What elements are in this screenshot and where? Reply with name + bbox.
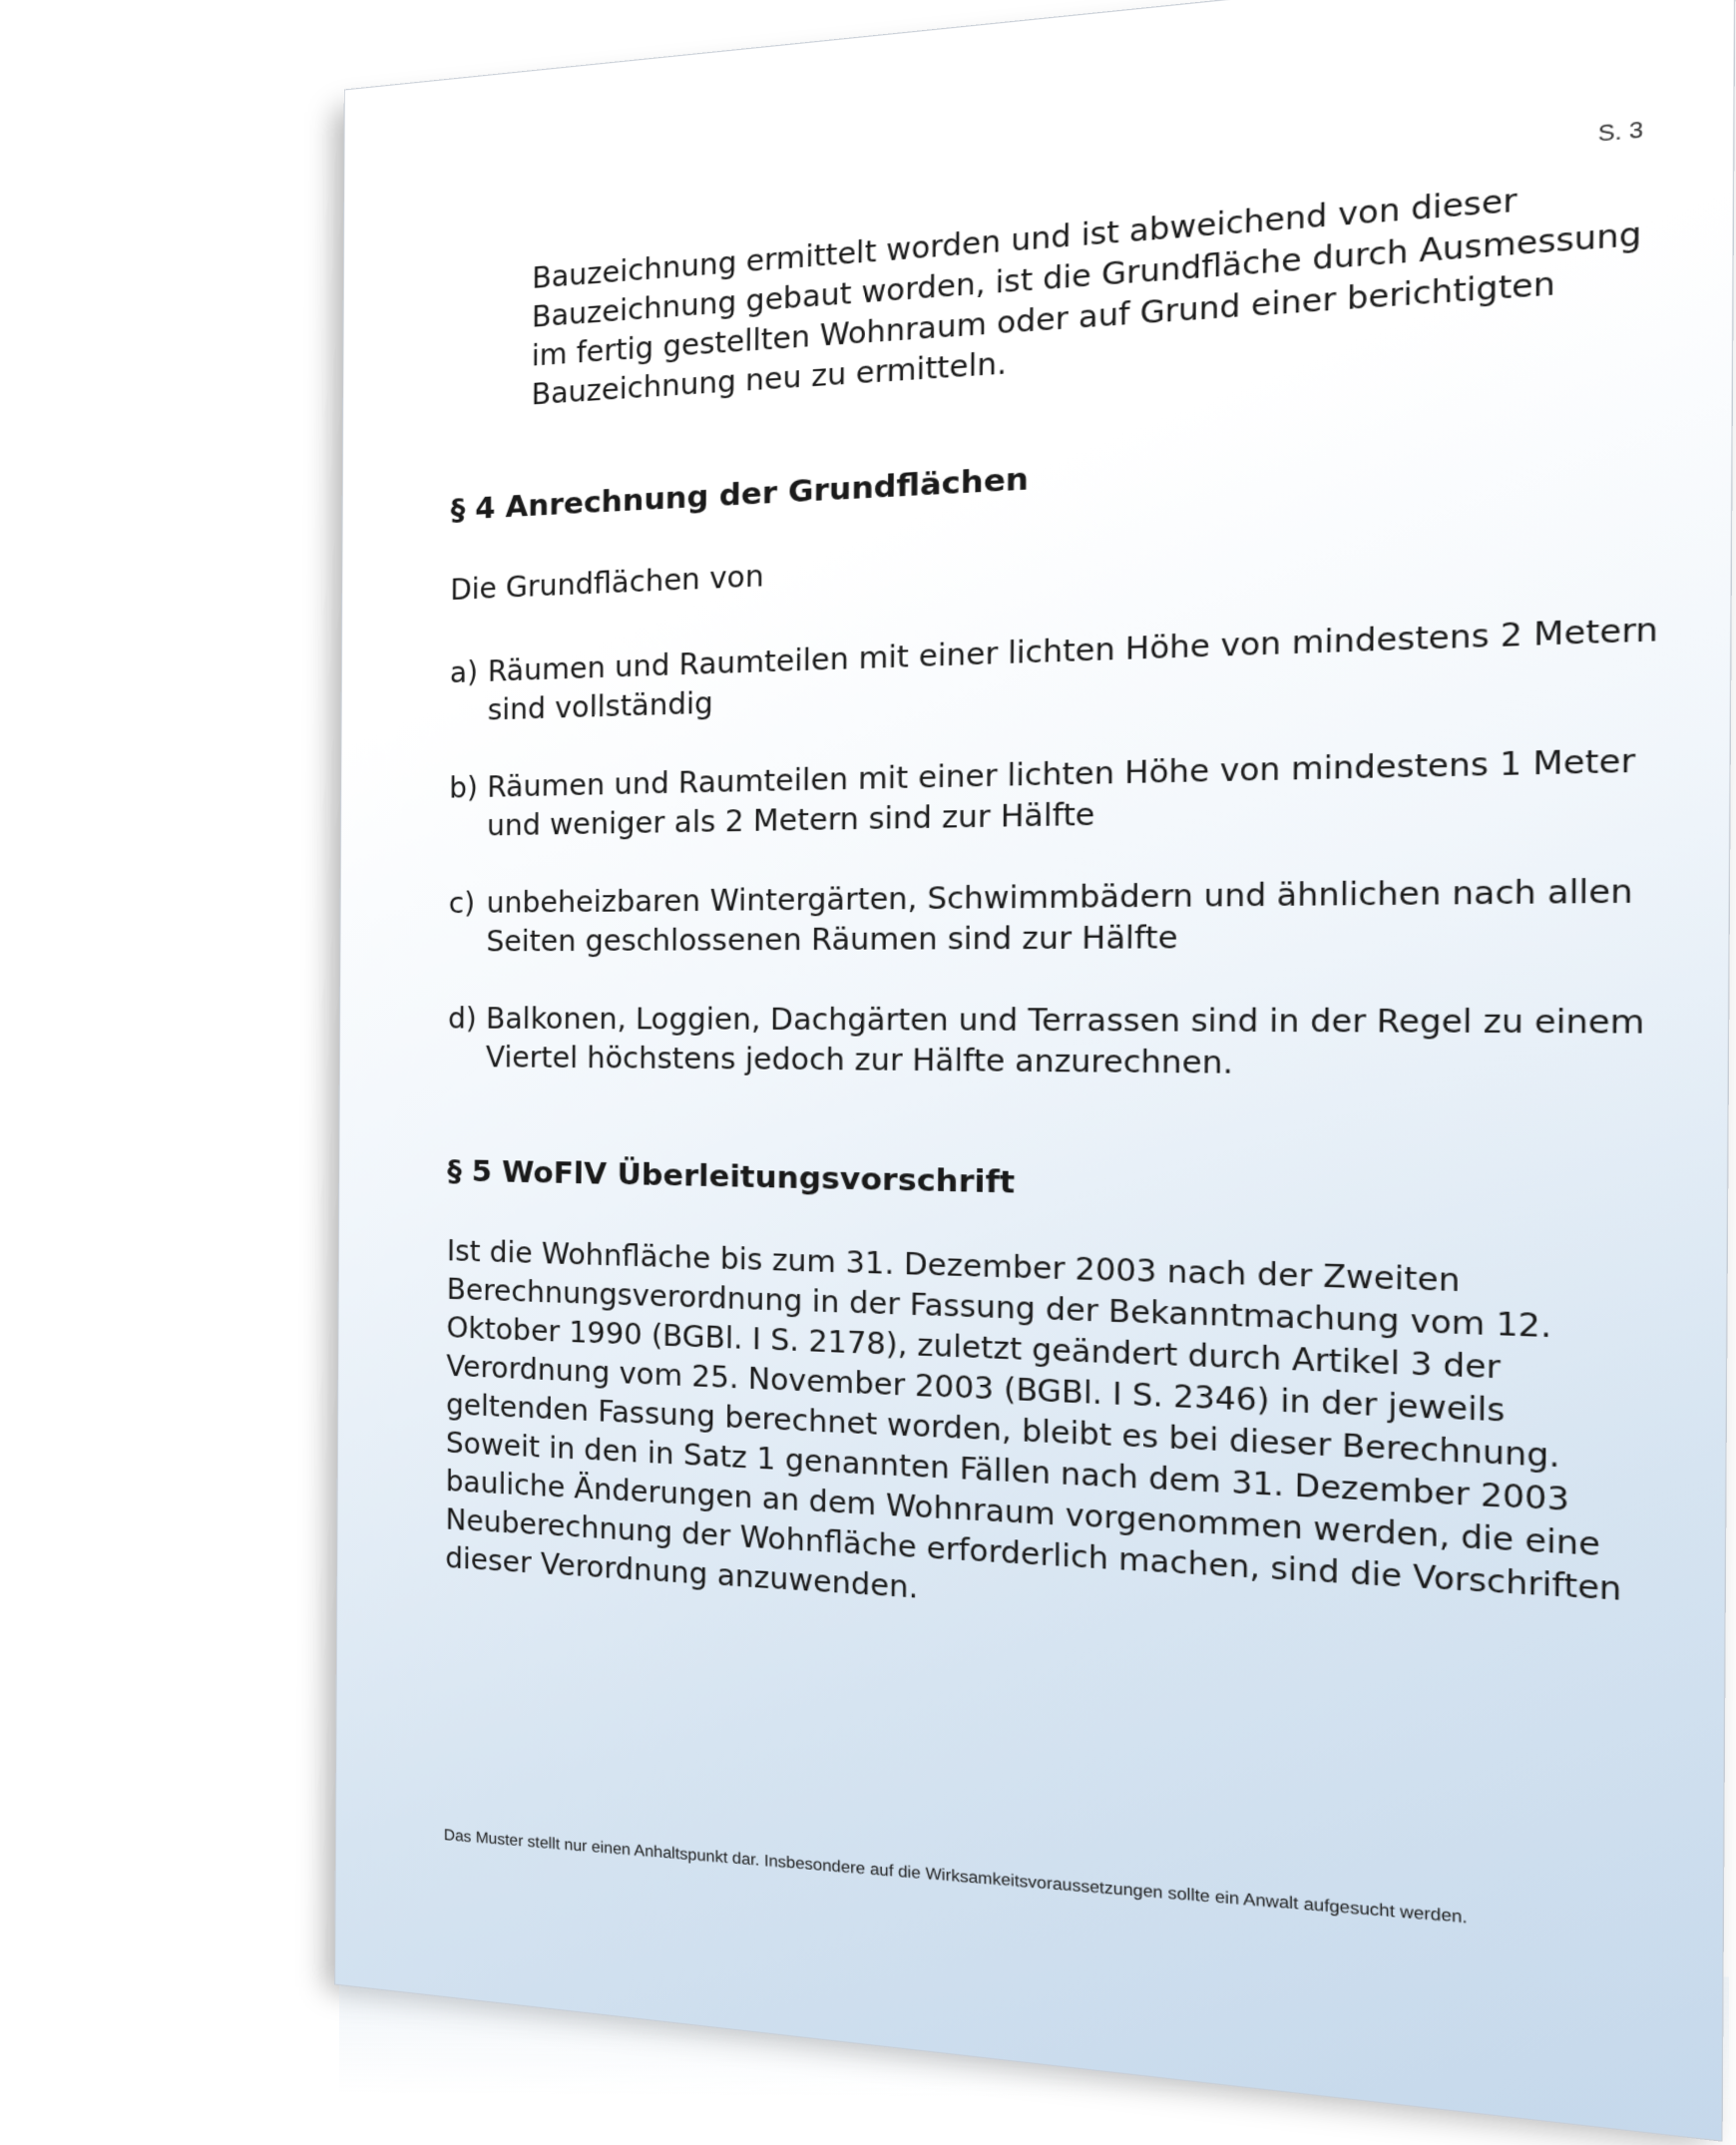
section-4-intro: Die Grundflächen von [450, 559, 764, 608]
list-marker: b) [449, 770, 479, 805]
continuation-paragraph: Bauzeichnung ermittelt worden und ist abweichend von dieser Bauzeichnung gebaut worden, ist die Grundfläche durch Ausmessung im fertig gestellten Wohnraum oder auf Grund einer berichtigten Bauzeichnung neu zu ermitteln. [531, 182, 1642, 412]
section-4-heading: § 4 Anrechnung der Grundflächen [450, 460, 1030, 528]
page-wrapper [334, 0, 1735, 2142]
list-item-text: unbeheizbaren Wintergärten, Schwimmbädern und ähnlichen nach allen Seiten geschlossenen Räumen sind zur Hälfte [486, 872, 1633, 959]
list-item [450, 609, 1660, 731]
list-marker: c) [448, 886, 476, 921]
list-marker: a) [449, 654, 479, 690]
list-item-text: Räumen und Raumteilen mit einer lichten Höhe von mindestens 2 Metern sind vollständig [487, 611, 1658, 727]
document-page [334, 0, 1735, 2142]
page-content [445, 168, 1662, 1656]
list-item [448, 1000, 1657, 1088]
page-number: S. 3 [1597, 118, 1643, 148]
section-5-paragraph: Ist die Wohnfläche bis zum 31. Dezember 2003 nach der Zweiten Berechnungsverordnung in der Fassung der Bekanntmachung vom 12. Oktober 1990 (BGBl. I S. 2178), zuletzt geändert durch Artikel 3 der Verordnung vom 25. November 2003 (BGBl. I S. 2346) in der jeweils geltenden Fassung berechnet worden, bleibt es bei dieser Berechnung. Soweit in den in Satz 1 genannten Fällen nach dem 31. Dezember 2003 bauliche Änderungen an dem Wohnraum vorgenommen werden, die eine Neuberechnung der Wohnfläche erforderlich machen, sind die Vorschriften dieser Verordnung anzuwenden. [445, 1233, 1622, 1608]
list-item-text: Balkonen, Loggien, Dachgärten und Terrassen sind in der Regel zu einem Viertel höchstens jedoch zur Hälfte anzurechnen. [485, 1002, 1645, 1081]
list-item-text: Räumen und Raumteilen mit einer lichten Höhe von mindestens 1 Meter und weniger als 2 Metern sind zur Hälfte [486, 742, 1636, 843]
list-marker: d) [448, 1002, 477, 1036]
list-item [449, 739, 1659, 846]
list-item [448, 870, 1657, 961]
section-5-heading: § 5 WoFlV Überleitungsvorschrift [447, 1152, 1016, 1201]
disclaimer-footer: Das Muster stellt nur einen Anhaltspunkt dar. Insbesondere auf die Wirksamkeitsvoraussetzungen sollte ein Anwalt aufgesucht werden. [443, 1826, 1468, 1928]
